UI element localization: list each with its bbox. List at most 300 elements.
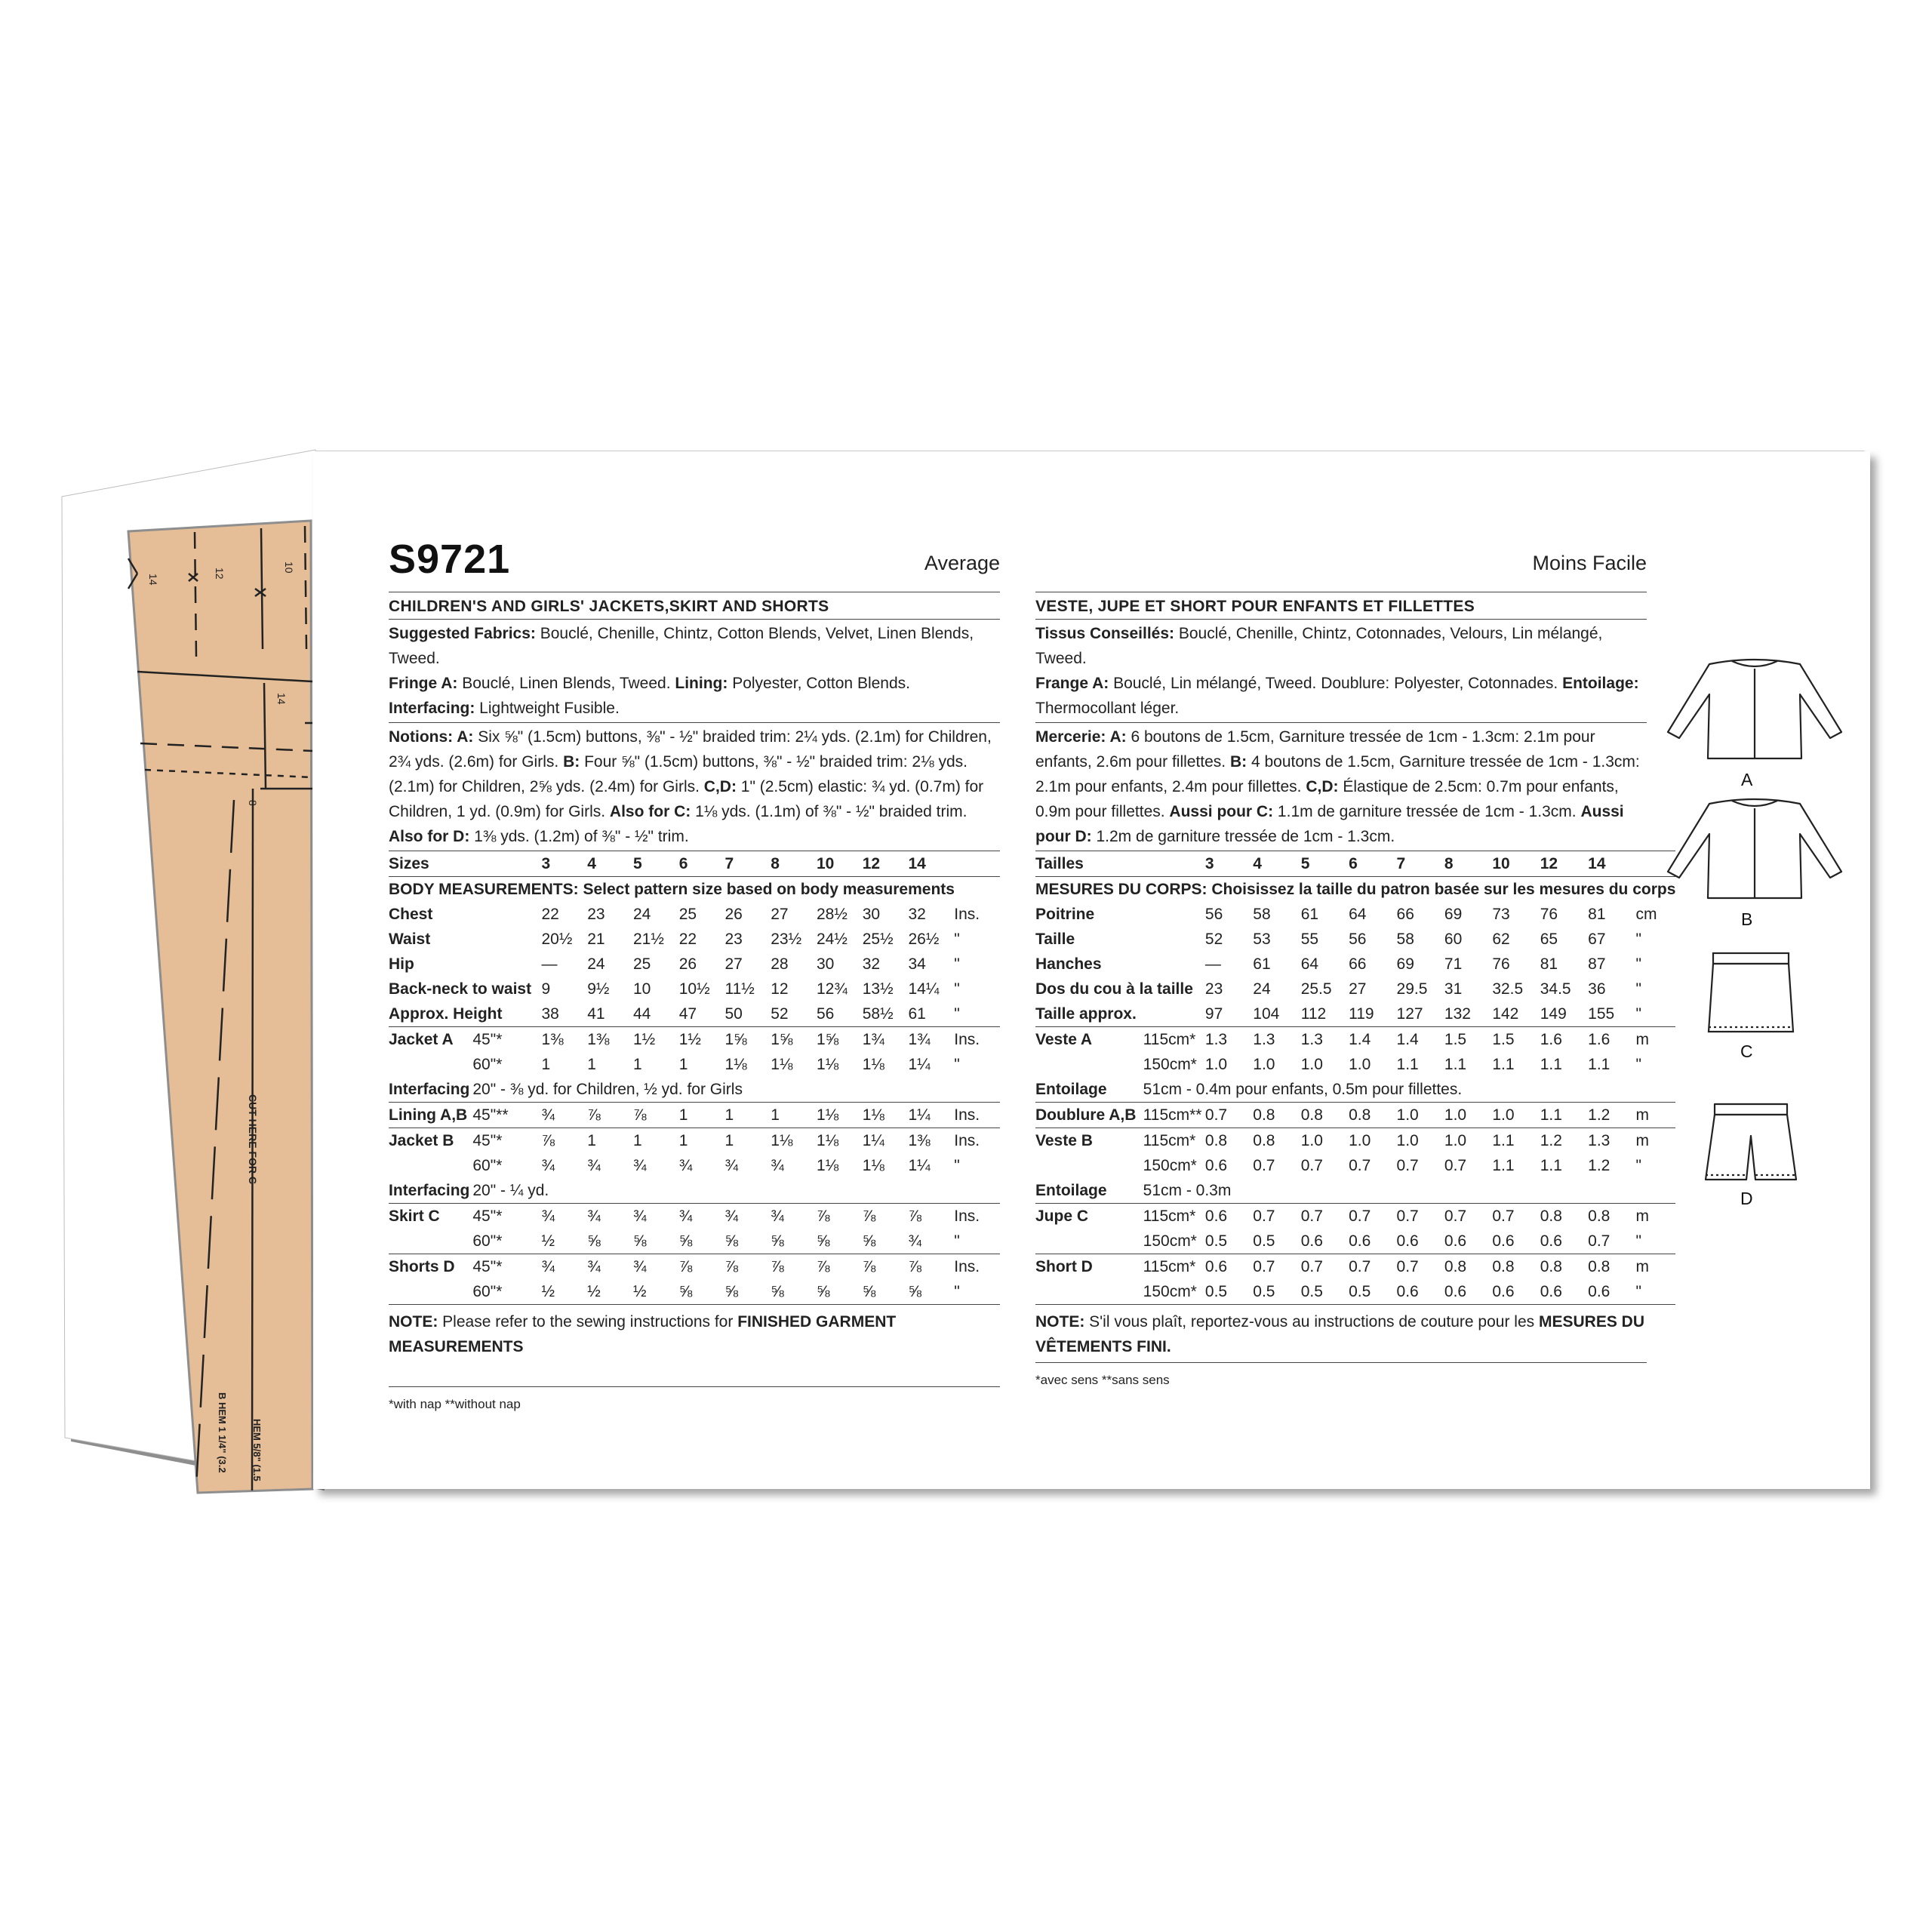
- measurement-value: 26: [724, 906, 743, 923]
- yardage-value: 1.0: [1492, 1103, 1540, 1128]
- measurement-value: 76: [1540, 906, 1558, 923]
- measurement-value: 66: [1396, 906, 1414, 923]
- yardage-value: 1⅛: [771, 1128, 817, 1154]
- yardage-value: ¾: [587, 1204, 633, 1229]
- shorts-d-icon: [1698, 1098, 1804, 1189]
- measurement-value: 10: [633, 980, 651, 998]
- yardage-value: 1.1: [1396, 1056, 1419, 1073]
- measurement-value: 127: [1396, 1005, 1423, 1023]
- note-text-fr: S'il vous plaît, reportez-vous au instructions de couture pour les: [1084, 1313, 1539, 1331]
- yardage-value: ⅞: [771, 1254, 817, 1280]
- fabric-width: 60"*: [472, 1056, 503, 1073]
- body-measurements-label: MESURES DU CORPS: Choisissez la taille du patron basée sur les mesures du corps: [1035, 877, 1675, 903]
- yardage-value: 1½: [679, 1027, 725, 1053]
- unit-cell: ": [1635, 931, 1642, 948]
- measurement-label: Hanches: [1035, 955, 1102, 973]
- yardage-text: 51cm - 0.3m: [1143, 1182, 1232, 1199]
- yardage-value: 1⅛: [862, 1157, 884, 1174]
- yardage-value: 0.7: [1444, 1157, 1467, 1174]
- yardage-label: Doublure A,B: [1035, 1103, 1143, 1128]
- tissue-mark-10: 10: [283, 561, 295, 574]
- yardage-value: 1⅛: [724, 1056, 747, 1073]
- interfacing-label: Interfacing:: [389, 700, 475, 717]
- yardage-value: 0.5: [1204, 1232, 1228, 1250]
- yardage-value: 1.4: [1349, 1027, 1396, 1053]
- yardage-value: ¾: [678, 1157, 693, 1174]
- yardage-value: 1¼: [909, 1103, 955, 1128]
- yardage-value: 1¾: [909, 1027, 955, 1053]
- fabric-width: 60"*: [472, 1157, 503, 1174]
- notions-cd-text-fr: Élastique de 2.5cm: 0.7m pour enfants, 0.9m pour fillettes.: [1035, 778, 1619, 820]
- yardage-value: 0.8: [1253, 1103, 1300, 1128]
- yardage-value: 0.7: [1300, 1157, 1323, 1174]
- yardage-value: 1: [725, 1128, 771, 1154]
- yardage-value: 1: [633, 1056, 642, 1073]
- yardage-value: ½: [587, 1283, 601, 1300]
- unit-cell: ": [954, 931, 960, 948]
- yardage-label: [389, 1052, 472, 1077]
- size-header: 12: [1540, 851, 1588, 877]
- yardage-value: 0.6: [1204, 1157, 1228, 1174]
- measurement-value: 112: [1300, 1005, 1327, 1023]
- fabric-width: 60"*: [472, 1232, 503, 1250]
- yardage-value: ¾: [542, 1103, 588, 1128]
- english-column: [389, 537, 1000, 1417]
- unit-cell: Ins.: [954, 1027, 1000, 1053]
- fabric-width: 45"*: [472, 1128, 541, 1154]
- yardage-value: ¾: [908, 1232, 922, 1250]
- measurement-value: 23: [587, 906, 605, 923]
- fabrics-text: Bouclé, Chenille, Chintz, Cotton Blends, Velvet, Linen Blends, Tweed.: [389, 625, 974, 667]
- unit-cell: ": [1635, 1232, 1642, 1250]
- measurement-value: 69: [1396, 955, 1414, 973]
- measurement-value: 65: [1540, 931, 1558, 948]
- table-row: [1035, 977, 1675, 1001]
- table-row: [1035, 1279, 1675, 1305]
- fabric-width: 150cm*: [1143, 1157, 1197, 1174]
- note-paragraph-fr: [1035, 1306, 1647, 1359]
- unit-cell: Ins.: [954, 1103, 1000, 1128]
- measurement-value: 30: [862, 906, 881, 923]
- measurement-value: 119: [1349, 1005, 1374, 1023]
- measurement-value: 25½: [862, 931, 894, 948]
- table-row: [389, 1103, 1000, 1128]
- fabrics-paragraph: [389, 620, 1000, 722]
- unit-cell: m: [1636, 1027, 1676, 1053]
- measurement-label: Approx. Height: [389, 1005, 503, 1023]
- size-header: 10: [1492, 851, 1540, 877]
- also-d-text: 1⅜ yds. (1.2m) of ⅜" - ½" trim.: [469, 828, 689, 845]
- measurement-value: 32: [908, 906, 926, 923]
- also-d-text-fr: 1.2m de garniture tressée de 1cm - 1.3cm.: [1091, 828, 1395, 845]
- size-header: 7: [1397, 851, 1444, 877]
- measurement-value: 23: [1204, 980, 1223, 998]
- unit-cell: ": [1635, 1005, 1642, 1023]
- yardage-value: ⅝: [724, 1283, 739, 1300]
- yardage-value: ½: [633, 1283, 647, 1300]
- unit-cell: ": [1635, 1157, 1642, 1174]
- yardage-value: ⅝: [724, 1232, 739, 1250]
- yardage-label: Lining A,B: [389, 1103, 472, 1128]
- yardage-value: ⅞: [725, 1254, 771, 1280]
- table-row: [1035, 1128, 1675, 1154]
- yardage-value: 0.6: [1444, 1232, 1467, 1250]
- size-chart-table: [389, 851, 1000, 1306]
- view-label-d: D: [1740, 1189, 1753, 1208]
- footnote-fr: *avec sens **sans sens: [1035, 1373, 1170, 1387]
- notions-paragraph-fr: [1035, 723, 1647, 851]
- yardage-value: ⅝: [633, 1232, 647, 1250]
- yardage-value: 0.6: [1396, 1283, 1419, 1300]
- yardage-label: Short D: [1035, 1254, 1143, 1280]
- yardage-value: 1⅛: [863, 1103, 909, 1128]
- measurement-value: 22: [678, 931, 697, 948]
- yardage-value: ¾: [587, 1254, 633, 1280]
- unit-cell: ": [1635, 1283, 1642, 1300]
- yardage-value: 1⅛: [862, 1056, 884, 1073]
- yardage-value: 0.7: [1397, 1254, 1444, 1280]
- size-header: 3: [542, 851, 588, 877]
- size-header: 6: [679, 851, 725, 877]
- table-row: [1035, 927, 1675, 952]
- table-row: [1035, 1001, 1675, 1027]
- yardage-value: ⅝: [862, 1232, 876, 1250]
- table-row: [389, 952, 1000, 977]
- fabric-width: 115cm*: [1143, 1027, 1205, 1053]
- fabric-width: 150cm*: [1143, 1283, 1197, 1300]
- pattern-code: S9721: [389, 537, 511, 582]
- measurement-label: Poitrine: [1035, 906, 1095, 923]
- unit-cell: cm: [1635, 906, 1657, 923]
- unit-cell: ": [954, 1232, 960, 1250]
- yardage-value: 1⅛: [771, 1056, 793, 1073]
- unit-cell: ": [954, 980, 960, 998]
- table-row: [389, 1229, 1000, 1254]
- yardage-value: 0.7: [1253, 1254, 1300, 1280]
- unit-cell: ": [954, 1157, 960, 1174]
- also-d-label-fr: Aussi pour D:: [1035, 803, 1624, 845]
- measurement-value: 23½: [771, 931, 802, 948]
- yardage-label: [1035, 1279, 1143, 1305]
- measurement-value: 34: [908, 955, 926, 973]
- table-row: [1035, 877, 1675, 903]
- measurement-value: 61: [908, 1005, 926, 1023]
- note-paragraph: [389, 1306, 1000, 1359]
- yardage-value: 0.7: [1349, 1254, 1396, 1280]
- yardage-value: 1.2: [1588, 1157, 1611, 1174]
- note-label-fr: NOTE:: [1035, 1313, 1085, 1331]
- size-chart-table-fr: [1035, 851, 1675, 1306]
- yardage-value: 1¾: [863, 1027, 909, 1053]
- table-row: [389, 902, 1000, 927]
- measurement-value: 21½: [633, 931, 664, 948]
- yardage-value: 0.8: [1492, 1254, 1540, 1280]
- yardage-value: 1.5: [1444, 1027, 1492, 1053]
- table-row: [1035, 1254, 1675, 1280]
- size-header: 5: [633, 851, 679, 877]
- notions-cd-text: 1" (2.5cm) elastic: ¾ yd. (0.7m) for Children, 1 yd. (0.9m) for Girls.: [389, 778, 984, 820]
- measurement-value: 23: [724, 931, 743, 948]
- measurement-value: 73: [1492, 906, 1510, 923]
- yardage-value: 1⅛: [817, 1157, 839, 1174]
- measurement-value: 76: [1492, 955, 1510, 973]
- yardage-value: 1: [771, 1103, 817, 1128]
- yardage-value: 1.3: [1301, 1027, 1349, 1053]
- table-row: [389, 851, 1000, 877]
- measurement-value: 69: [1444, 906, 1463, 923]
- yardage-value: ⅞: [587, 1103, 633, 1128]
- table-row: [1035, 1153, 1675, 1178]
- yardage-value: ⅝: [817, 1283, 830, 1300]
- yardage-value: 1.6: [1588, 1027, 1635, 1053]
- lining-label: Lining:: [675, 675, 728, 692]
- yardage-value: 0.7: [1349, 1157, 1371, 1174]
- yardage-value: ⅝: [908, 1283, 922, 1300]
- yardage-value: 1.3: [1205, 1027, 1253, 1053]
- table-row: [389, 1027, 1000, 1053]
- pattern-title-fr: VESTE, JUPE ET SHORT POUR ENFANTS ET FILLETTES: [1035, 598, 1475, 615]
- notions-label: Notions: A:: [389, 728, 474, 746]
- yardage-value: 1.1: [1492, 1157, 1515, 1174]
- table-row: [1035, 902, 1675, 927]
- yardage-value: ⅝: [771, 1283, 784, 1300]
- french-column: [1035, 537, 1676, 1392]
- fabric-width: 115cm**: [1143, 1103, 1205, 1128]
- measurement-value: 24: [587, 955, 605, 973]
- size-header: 5: [1301, 851, 1349, 877]
- measurement-value: 53: [1253, 931, 1271, 948]
- yardage-value: 1⅛: [817, 1103, 863, 1128]
- measurement-value: 13½: [862, 980, 894, 998]
- unit-cell: m: [1636, 1254, 1676, 1280]
- measurement-value: —: [541, 955, 558, 973]
- yardage-value: ½: [541, 1283, 555, 1300]
- unit-cell: Ins.: [954, 906, 980, 923]
- yardage-value: 0.7: [1349, 1204, 1396, 1229]
- yardage-value: 1.6: [1540, 1027, 1588, 1053]
- tissue-mark-14: 14: [147, 574, 159, 586]
- yardage-value: ⅞: [909, 1254, 955, 1280]
- table-row: [1035, 851, 1675, 877]
- measurement-value: 104: [1253, 1005, 1280, 1023]
- also-d-label: Also for D:: [389, 828, 470, 845]
- measurement-value: 25.5: [1300, 980, 1332, 998]
- fabrics-label: Suggested Fabrics:: [389, 625, 536, 642]
- yardage-value: 1.1: [1540, 1056, 1562, 1073]
- yardage-value: ⅝: [587, 1232, 601, 1250]
- table-row: [389, 1279, 1000, 1305]
- yardage-value: 0.7: [1397, 1204, 1444, 1229]
- size-header: 3: [1205, 851, 1253, 877]
- yardage-value: 0.6: [1540, 1232, 1562, 1250]
- measurement-value: 47: [678, 1005, 697, 1023]
- measurement-value: 32.5: [1492, 980, 1524, 998]
- measurement-value: 34.5: [1540, 980, 1571, 998]
- measurement-value: 28: [771, 955, 789, 973]
- yardage-label: [1035, 1153, 1143, 1178]
- table-row: [389, 1052, 1000, 1077]
- table-row: [389, 1077, 1000, 1103]
- fabrics-label-fr: Tissus Conseillés:: [1035, 625, 1175, 642]
- measurement-value: 81: [1540, 955, 1558, 973]
- measurement-value: 142: [1492, 1005, 1519, 1023]
- measurement-value: 14¼: [908, 980, 940, 998]
- notions-b-text-fr: 4 boutons de 1.5cm, Garniture tressée de 1cm - 1.3cm: 2.1m pour enfants, 2.4m pour fillettes.: [1035, 753, 1640, 795]
- yardage-value: 1.2: [1588, 1103, 1635, 1128]
- yardage-value: 0.7: [1301, 1204, 1349, 1229]
- yardage-value: ⅝: [862, 1283, 876, 1300]
- yardage-value: ¾: [633, 1204, 679, 1229]
- yardage-value: 0.5: [1253, 1283, 1275, 1300]
- difficulty-level: Average: [924, 552, 1000, 574]
- measurement-value: 56: [817, 1005, 835, 1023]
- measurement-value: 61: [1253, 955, 1271, 973]
- yardage-value: 0.6: [1396, 1232, 1419, 1250]
- yardage-value: ⅞: [633, 1103, 679, 1128]
- table-row: [389, 927, 1000, 952]
- measurement-label: Chest: [389, 906, 433, 923]
- yardage-value: 0.8: [1349, 1103, 1396, 1128]
- sizes-label: Tailles: [1035, 851, 1205, 877]
- measurement-value: 21: [587, 931, 605, 948]
- yardage-value: ⅝: [678, 1232, 693, 1250]
- yardage-value: ⅞: [679, 1254, 725, 1280]
- unit-cell: [954, 851, 1000, 877]
- view-label-b: B: [1741, 909, 1753, 929]
- measurement-value: 25: [633, 955, 651, 973]
- yardage-value: ½: [541, 1232, 555, 1250]
- yardage-value: 1¼: [863, 1128, 909, 1154]
- tissue-mark-8: 8: [247, 800, 259, 806]
- also-c-label-fr: Aussi pour C:: [1169, 803, 1274, 820]
- table-row: [1035, 1027, 1675, 1053]
- measurement-label: Hip: [389, 955, 414, 973]
- measurement-value: 66: [1349, 955, 1367, 973]
- unit-cell: Ins.: [954, 1128, 1000, 1154]
- yardage-value: 0.5: [1253, 1232, 1275, 1250]
- measurement-value: 64: [1300, 955, 1319, 973]
- fabric-width: 115cm*: [1143, 1128, 1205, 1154]
- view-label-a: A: [1741, 770, 1753, 789]
- measurement-value: 36: [1588, 980, 1606, 998]
- hem-c-label: HEM 5/8" (1.5: [251, 1419, 263, 1481]
- yardage-value: 1: [725, 1103, 771, 1128]
- yardage-value: 1: [633, 1128, 679, 1154]
- yardage-value: 0.8: [1301, 1103, 1349, 1128]
- yardage-value: 0.8: [1540, 1254, 1588, 1280]
- yardage-value: ¾: [724, 1157, 739, 1174]
- measurement-value: 52: [1204, 931, 1223, 948]
- yardage-value: ¾: [587, 1157, 601, 1174]
- yardage-label: [1035, 1052, 1143, 1077]
- table-row: [389, 877, 1000, 903]
- measurement-value: 9: [541, 980, 551, 998]
- yardage-value: 0.7: [1301, 1254, 1349, 1280]
- measurement-value: 52: [771, 1005, 789, 1023]
- yardage-value: ¾: [633, 1157, 647, 1174]
- measurement-label: Back-neck to waist: [389, 980, 532, 998]
- yardage-label: Veste B: [1035, 1128, 1143, 1154]
- yardage-label: Skirt C: [389, 1204, 472, 1229]
- unit-cell: ": [954, 955, 960, 973]
- measurement-value: 60: [1444, 931, 1463, 948]
- yardage-value: 1.0: [1204, 1056, 1228, 1073]
- measurement-value: 20½: [541, 931, 573, 948]
- fabrics-text-fr: Bouclé, Chenille, Chintz, Cotonnades, Velours, Lin mélangé, Tweed.: [1035, 625, 1603, 667]
- measurement-value: 22: [541, 906, 559, 923]
- yardage-value: ¾: [542, 1254, 588, 1280]
- yardage-value: 1.1: [1540, 1157, 1562, 1174]
- note-bold-fr: MESURES DU VÊTEMENTS FINI.: [1035, 1313, 1645, 1355]
- unit-cell: m: [1636, 1128, 1676, 1154]
- yardage-value: ¾: [679, 1204, 725, 1229]
- measurement-value: 87: [1588, 955, 1606, 973]
- yardage-value: 0.7: [1588, 1232, 1611, 1250]
- yardage-text: 20" - ⅜ yd. for Children, ½ yd. for Girls: [472, 1081, 743, 1098]
- measurement-value: 12¾: [817, 980, 848, 998]
- fringe-label-fr: Frange A:: [1035, 675, 1109, 692]
- notions-b-label-fr: B:: [1229, 753, 1247, 771]
- measurement-value: 25: [678, 906, 697, 923]
- yardage-value: 1⅛: [817, 1128, 863, 1154]
- yardage-value: 0.7: [1492, 1204, 1540, 1229]
- yardage-value: 1¼: [908, 1056, 931, 1073]
- notions-a-text-fr: 6 boutons de 1.5cm, Garniture tressée de 1cm - 1.3cm: 2.1m pour enfants, 2.6m pour fillettes.: [1035, 728, 1595, 771]
- yardage-value: 1⅝: [817, 1027, 863, 1053]
- measurement-value: 155: [1588, 1005, 1615, 1023]
- table-row: [389, 1153, 1000, 1178]
- yardage-value: 1.0: [1349, 1056, 1371, 1073]
- yardage-value: ¾: [541, 1157, 555, 1174]
- measurement-value: 55: [1300, 931, 1319, 948]
- table-row: [1035, 1229, 1675, 1254]
- tissue-mark-14b: 14: [275, 693, 288, 705]
- yardage-value: 1⅜: [909, 1128, 955, 1154]
- yardage-label: Jupe C: [1035, 1204, 1143, 1229]
- yardage-value: 0.8: [1205, 1128, 1253, 1154]
- yardage-value: 0.7: [1396, 1157, 1419, 1174]
- yardage-value: 1.2: [1540, 1128, 1588, 1154]
- yardage-value: 0.6: [1444, 1283, 1467, 1300]
- measurement-value: 67: [1588, 931, 1606, 948]
- size-header: 8: [771, 851, 817, 877]
- yardage-value: 1.3: [1588, 1128, 1635, 1154]
- hem-b-label: B HEM 1 1/4" (3.2: [217, 1392, 228, 1473]
- measurement-value: 26: [678, 955, 697, 973]
- measurement-value: 28½: [817, 906, 848, 923]
- note-label: NOTE:: [389, 1313, 438, 1331]
- interfacing-text: Lightweight Fusible.: [475, 700, 620, 717]
- measurement-value: 61: [1300, 906, 1319, 923]
- note-text: Please refer to the sewing instructions for: [438, 1313, 738, 1331]
- table-row: [1035, 1077, 1675, 1103]
- yardage-value: 0.8: [1588, 1254, 1635, 1280]
- yardage-value: 0.8: [1444, 1254, 1492, 1280]
- unit-cell: ": [1635, 980, 1642, 998]
- yardage-value: ⅞: [863, 1204, 909, 1229]
- yardage-label: [389, 1153, 472, 1178]
- skirt-c-icon: [1698, 947, 1804, 1038]
- unit-cell: Ins.: [954, 1204, 1000, 1229]
- yardage-label: Interfacing: [389, 1182, 470, 1199]
- measurement-label: Dos du cou à la taille: [1035, 980, 1193, 998]
- measurement-label: Taille approx.: [1035, 1005, 1137, 1023]
- measurement-value: 58: [1396, 931, 1414, 948]
- measurement-value: 29.5: [1396, 980, 1428, 998]
- measurement-value: 81: [1588, 906, 1606, 923]
- yardage-value: 1: [678, 1056, 688, 1073]
- yardage-value: 1.1: [1492, 1128, 1540, 1154]
